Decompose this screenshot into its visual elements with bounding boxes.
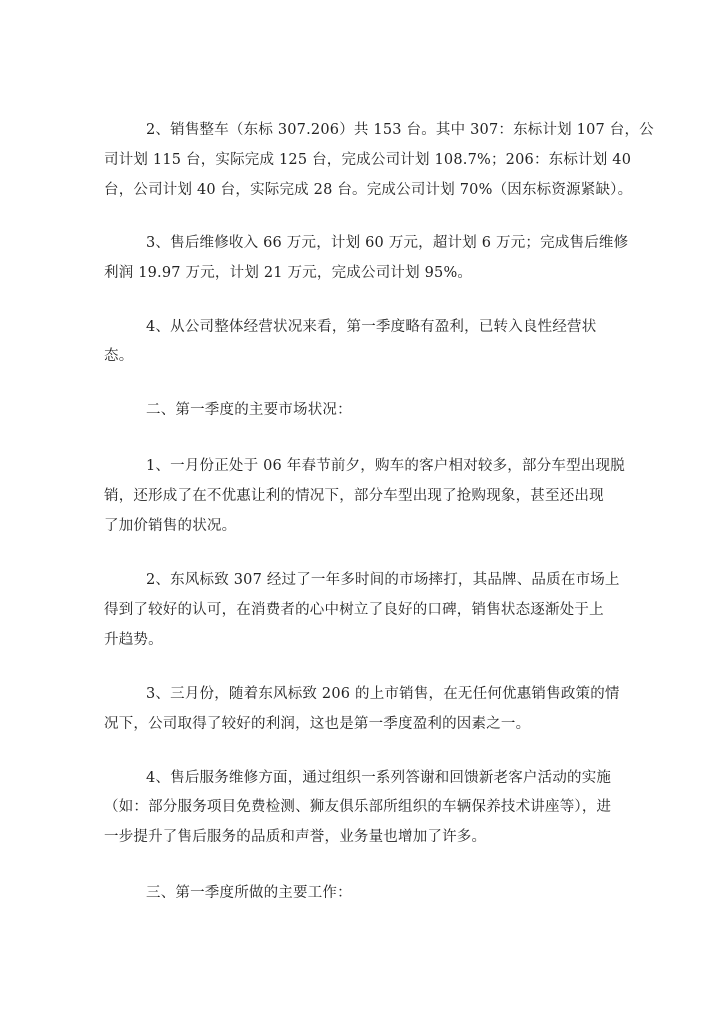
- text-line: 2、东风标致 307 经过了一年多时间的市场摔打，其品牌、品质在市场上: [146, 572, 620, 588]
- heading-text: 二、第一季度的主要市场状况：: [146, 402, 352, 418]
- text-line: 3、售后维修收入 66 万元，计划 60 万元，超计划 6 万元；完成售后维修: [146, 235, 629, 251]
- text-line: （如：部分服务项目免费检测、狮友俱乐部所组织的车辆保养技术讲座等），进: [104, 799, 612, 815]
- text-line: 一步提升了售后服务的品质和声誉，业务量也增加了许多。: [104, 829, 487, 845]
- text-line: 了加价销售的状况。: [104, 518, 237, 534]
- text-line: 4、从公司整体经营状况来看，第一季度略有盈利，已转入良性经营状: [146, 319, 597, 335]
- text-line: 司计划 115 台，实际完成 125 台，完成公司计划 108.7%；206：东标计划 40: [104, 152, 632, 168]
- text-line: 得到了较好的认可，在消费者的心中树立了良好的口碑，销售状态逐渐处于上: [104, 602, 604, 618]
- heading-text: 三、第一季度所做的主要工作：: [146, 885, 352, 901]
- text-line: 2、销售整车（东标 307.206）共 153 台。其中 307：东标计划 107 台，公: [146, 122, 654, 138]
- text-line: 态。: [104, 348, 134, 364]
- text-line: 利润 19.97 万元，计划 21 万元，完成公司计划 95%。: [104, 265, 473, 281]
- text-line: 销，还形成了在不优惠让利的情况下，部分车型出现了抢购现象，甚至还出现: [104, 488, 604, 504]
- text-line: 3、三月份，随着东风标致 206 的上市销售，在无任何优惠销售政策的情: [146, 686, 620, 702]
- text-line: 升趋势。: [104, 632, 163, 648]
- text-line: 1、一月份正处于 06 年春节前夕，购车的客户相对较多，部分车型出现脱: [146, 458, 625, 474]
- text-line: 4、售后服务维修方面，通过组织一系列答谢和回馈新老客户活动的实施: [146, 770, 612, 786]
- text-line: 台，公司计划 40 台，实际完成 28 台。完成公司计划 70%（因东标资源紧缺）。: [104, 182, 633, 198]
- text-line: 况下，公司取得了较好的利润，这也是第一季度盈利的因素之一。: [104, 716, 531, 732]
